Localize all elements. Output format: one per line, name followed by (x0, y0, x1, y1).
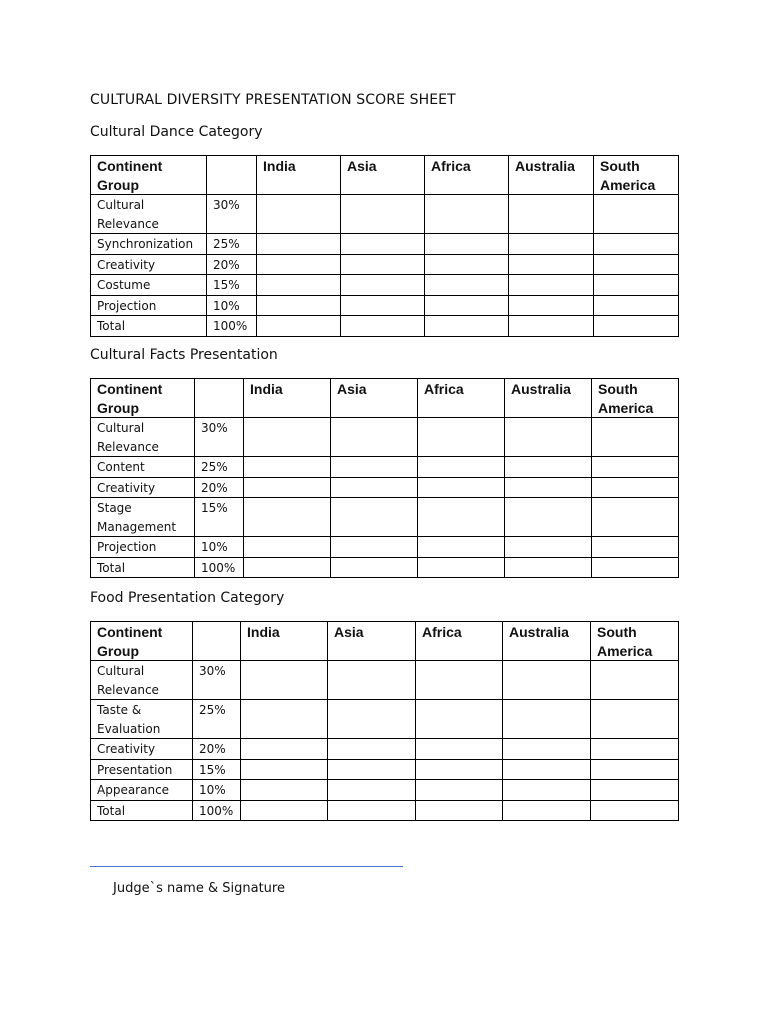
header-australia: Australia (509, 156, 594, 195)
document-title: CULTURAL DIVERSITY PRESENTATION SCORE SHEET (90, 92, 456, 108)
score-cell-south-america[interactable] (594, 234, 679, 255)
score-cell-south-america[interactable] (591, 700, 679, 739)
weight-cell: 20% (207, 254, 257, 275)
table-row-total (91, 557, 679, 578)
table-row-total (91, 316, 679, 337)
header-south-america: South America (594, 156, 679, 195)
score-cell-asia[interactable] (328, 700, 416, 739)
table-header-row (91, 379, 679, 418)
score-cell-south-america[interactable] (592, 537, 679, 558)
table-row (91, 759, 679, 780)
weight-cell: 10% (195, 537, 244, 558)
score-cell-india[interactable] (244, 557, 331, 578)
score-cell-south-america[interactable] (594, 295, 679, 316)
criterion-cell: Appearance (91, 780, 193, 801)
section-heading-food: Food Presentation Category (90, 590, 285, 606)
signature-label: Judge`s name & Signature (113, 881, 285, 896)
weight-cell: 25% (207, 234, 257, 255)
score-cell-australia[interactable] (509, 254, 594, 275)
table-row (91, 780, 679, 801)
weight-cell: 10% (207, 295, 257, 316)
score-cell-south-america[interactable] (591, 739, 679, 760)
score-cell-australia[interactable] (503, 759, 591, 780)
score-cell-australia[interactable] (505, 418, 592, 457)
weight-cell: 25% (193, 700, 241, 739)
score-cell-australia[interactable] (505, 498, 592, 537)
header-weight (195, 379, 244, 418)
table-row (91, 537, 679, 558)
score-cell-india[interactable] (241, 700, 328, 739)
score-cell-africa[interactable] (425, 275, 509, 296)
criterion-cell: Presentation (91, 759, 193, 780)
criterion-cell: Total (91, 557, 195, 578)
table-row (91, 739, 679, 760)
score-cell-africa[interactable] (416, 800, 503, 821)
score-cell-south-america[interactable] (591, 759, 679, 780)
score-cell-australia[interactable] (509, 275, 594, 296)
weight-cell: 100% (207, 316, 257, 337)
score-cell-australia[interactable] (509, 234, 594, 255)
header-asia: Asia (328, 622, 416, 661)
section-heading-dance: Cultural Dance Category (90, 124, 263, 140)
score-cell-asia[interactable] (341, 295, 425, 316)
score-cell-africa[interactable] (425, 234, 509, 255)
score-cell-india[interactable] (244, 418, 331, 457)
table-row (91, 254, 679, 275)
score-cell-india[interactable] (241, 759, 328, 780)
header-australia: Australia (503, 622, 591, 661)
score-cell-asia[interactable] (328, 800, 416, 821)
score-cell-south-america[interactable] (594, 254, 679, 275)
score-cell-south-america[interactable] (592, 498, 679, 537)
weight-cell: 30% (193, 661, 241, 700)
score-cell-asia[interactable] (328, 661, 416, 700)
section-heading-facts: Cultural Facts Presentation (90, 347, 278, 363)
weight-cell: 100% (193, 800, 241, 821)
header-africa: Africa (425, 156, 509, 195)
score-cell-asia[interactable] (328, 780, 416, 801)
score-cell-asia[interactable] (341, 195, 425, 234)
score-cell-africa[interactable] (418, 557, 505, 578)
score-cell-africa[interactable] (416, 661, 503, 700)
weight-cell: 15% (207, 275, 257, 296)
score-cell-india[interactable] (257, 234, 341, 255)
score-cell-asia[interactable] (341, 275, 425, 296)
criterion-cell: Taste & Evaluation (91, 700, 193, 739)
criterion-cell: Projection (91, 295, 207, 316)
score-cell-asia[interactable] (331, 418, 418, 457)
score-cell-india[interactable] (257, 195, 341, 234)
score-cell-africa[interactable] (425, 254, 509, 275)
score-cell-australia[interactable] (505, 557, 592, 578)
table-row (91, 295, 679, 316)
score-table-facts (90, 378, 679, 578)
score-cell-south-america[interactable] (592, 457, 679, 478)
score-cell-australia[interactable] (503, 739, 591, 760)
score-cell-australia[interactable] (503, 700, 591, 739)
header-continent-group: Continent Group (91, 379, 195, 418)
score-cell-india[interactable] (244, 457, 331, 478)
score-cell-africa[interactable] (416, 739, 503, 760)
criterion-cell: Creativity (91, 477, 195, 498)
score-cell-africa[interactable] (418, 498, 505, 537)
table-row (91, 195, 679, 234)
signature-line (90, 866, 403, 867)
score-cell-asia[interactable] (331, 498, 418, 537)
score-cell-south-america[interactable] (592, 557, 679, 578)
score-cell-asia[interactable] (341, 234, 425, 255)
table-row (91, 418, 679, 457)
score-cell-africa[interactable] (416, 780, 503, 801)
score-cell-india[interactable] (241, 739, 328, 760)
header-india: India (257, 156, 341, 195)
table-row (91, 275, 679, 296)
criterion-cell: Cultural Relevance (91, 195, 207, 234)
score-cell-india[interactable] (244, 537, 331, 558)
header-africa: Africa (416, 622, 503, 661)
criterion-cell: Cultural Relevance (91, 418, 195, 457)
criterion-cell: Projection (91, 537, 195, 558)
header-south-america: South America (591, 622, 679, 661)
score-cell-australia[interactable] (503, 661, 591, 700)
score-cell-africa[interactable] (418, 457, 505, 478)
weight-cell: 30% (195, 418, 244, 457)
table-row (91, 457, 679, 478)
header-asia: Asia (341, 156, 425, 195)
table-header-row (91, 622, 679, 661)
header-continent-group: Continent Group (91, 622, 193, 661)
criterion-cell: Synchronization (91, 234, 207, 255)
score-cell-africa[interactable] (418, 537, 505, 558)
header-india: India (244, 379, 331, 418)
score-cell-asia[interactable] (328, 759, 416, 780)
criterion-cell: Creativity (91, 739, 193, 760)
score-cell-india[interactable] (244, 498, 331, 537)
table-row (91, 477, 679, 498)
score-cell-asia[interactable] (331, 537, 418, 558)
weight-cell: 25% (195, 457, 244, 478)
score-cell-asia[interactable] (331, 457, 418, 478)
score-cell-africa[interactable] (418, 418, 505, 457)
weight-cell: 20% (193, 739, 241, 760)
score-cell-asia[interactable] (341, 254, 425, 275)
score-cell-south-america[interactable] (592, 477, 679, 498)
table-row (91, 498, 679, 537)
header-weight (207, 156, 257, 195)
criterion-cell: Content (91, 457, 195, 478)
score-cell-africa[interactable] (425, 195, 509, 234)
score-cell-india[interactable] (244, 477, 331, 498)
score-cell-asia[interactable] (331, 477, 418, 498)
weight-cell: 20% (195, 477, 244, 498)
table-row (91, 661, 679, 700)
score-cell-south-america[interactable] (594, 316, 679, 337)
criterion-cell: Creativity (91, 254, 207, 275)
score-cell-australia[interactable] (505, 457, 592, 478)
score-cell-asia[interactable] (328, 739, 416, 760)
weight-cell: 100% (195, 557, 244, 578)
header-australia: Australia (505, 379, 592, 418)
score-cell-india[interactable] (257, 275, 341, 296)
weight-cell: 30% (207, 195, 257, 234)
weight-cell: 15% (193, 759, 241, 780)
score-cell-africa[interactable] (416, 759, 503, 780)
score-cell-australia[interactable] (503, 780, 591, 801)
score-table-dance (90, 155, 679, 337)
score-table-food (90, 621, 679, 821)
table-row (91, 234, 679, 255)
score-cell-india[interactable] (241, 780, 328, 801)
criterion-cell: Total (91, 800, 193, 821)
weight-cell: 15% (195, 498, 244, 537)
score-cell-asia[interactable] (331, 557, 418, 578)
criterion-cell: Costume (91, 275, 207, 296)
score-cell-asia[interactable] (341, 316, 425, 337)
score-cell-australia[interactable] (509, 295, 594, 316)
table-row-total (91, 800, 679, 821)
score-cell-south-america[interactable] (594, 195, 679, 234)
score-cell-india[interactable] (241, 800, 328, 821)
criterion-cell: Cultural Relevance (91, 661, 193, 700)
score-cell-south-america[interactable] (591, 661, 679, 700)
header-weight (193, 622, 241, 661)
score-cell-australia[interactable] (509, 195, 594, 234)
header-india: India (241, 622, 328, 661)
score-cell-india[interactable] (241, 661, 328, 700)
score-cell-africa[interactable] (418, 477, 505, 498)
score-cell-india[interactable] (257, 295, 341, 316)
score-cell-india[interactable] (257, 316, 341, 337)
score-cell-africa[interactable] (425, 295, 509, 316)
score-cell-south-america[interactable] (591, 780, 679, 801)
score-cell-south-america[interactable] (592, 418, 679, 457)
score-cell-india[interactable] (257, 254, 341, 275)
header-south-america: South America (592, 379, 679, 418)
score-cell-south-america[interactable] (594, 275, 679, 296)
score-cell-australia[interactable] (505, 537, 592, 558)
score-cell-south-america[interactable] (591, 800, 679, 821)
score-cell-australia[interactable] (503, 800, 591, 821)
header-africa: Africa (418, 379, 505, 418)
score-cell-africa[interactable] (425, 316, 509, 337)
score-cell-africa[interactable] (416, 700, 503, 739)
score-cell-australia[interactable] (505, 477, 592, 498)
criterion-cell: Total (91, 316, 207, 337)
weight-cell: 10% (193, 780, 241, 801)
table-header-row (91, 156, 679, 195)
criterion-cell: Stage Management (91, 498, 195, 537)
header-asia: Asia (331, 379, 418, 418)
header-continent-group: Continent Group (91, 156, 207, 195)
table-row (91, 700, 679, 739)
score-cell-australia[interactable] (509, 316, 594, 337)
